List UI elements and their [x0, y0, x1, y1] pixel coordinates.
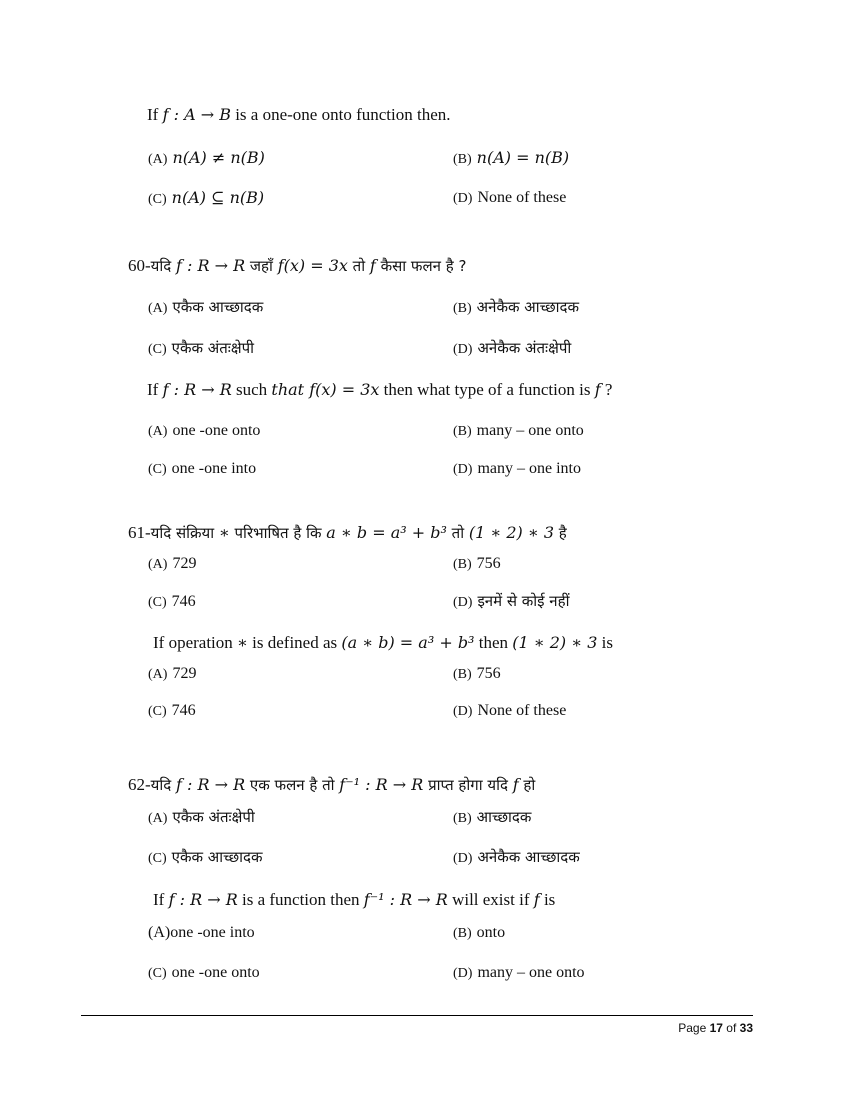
q61-hindi-option-c: (C) 746	[148, 593, 196, 610]
q59-english-question: If f : A → B is a one-one onto function then.	[147, 105, 451, 124]
q60-english-option-d: (D) many – one into	[453, 460, 581, 477]
q61-english-option-d: (D) None of these	[453, 702, 567, 719]
q60-hindi-option-c: (C) एकैक अंतःक्षेपी	[148, 339, 254, 357]
q62-hindi-question: 62-यदि f : R → R एक फलन है तो f⁻¹ : R → R प्राप्त होगा यदि f हो	[128, 775, 536, 794]
q61-english-option-b: (B) 756	[453, 665, 501, 682]
q62-hindi-option-b: (B) आच्छादक	[453, 808, 532, 826]
q59-option-b: (B) n(A) = n(B)	[453, 148, 570, 167]
q62-hindi-option-a: (A) एकैक अंतःक्षेपी	[148, 808, 255, 826]
q59-option-d: (D) None of these	[453, 189, 567, 206]
page-number: Page 17 of 33	[678, 1021, 753, 1035]
q59-option-c: (C) n(A) ⊆ n(B)	[148, 188, 265, 207]
q62-english-option-d: (D) many – one onto	[453, 964, 585, 981]
q60-hindi-option-a: (A) एकैक आच्छादक	[148, 298, 264, 316]
q61-english-question: If operation ∗ is defined as (a ∗ b) = a³ + b³ then (1 ∗ 2) ∗ 3 is	[153, 633, 613, 652]
q61-hindi-option-b: (B) 756	[453, 555, 501, 572]
q62-english-question: If f : R → R is a function then f⁻¹ : R → R will exist if f is	[153, 890, 556, 909]
q62-english-option-b: (B) onto	[453, 924, 506, 941]
q60-hindi-question: 60-यदि f : R → R जहाँ f(x) = 3x तो f कैसा फलन है ?	[128, 256, 467, 275]
q60-english-option-b: (B) many – one onto	[453, 422, 584, 439]
q59-option-a: (A) n(A) ≠ n(B)	[148, 148, 265, 167]
q61-hindi-question: 61-यदि संक्रिया ∗ परिभाषित है कि a ∗ b = a³ + b³ तो (1 ∗ 2) ∗ 3 है	[128, 523, 567, 542]
q61-english-option-a: (A) 729	[148, 665, 197, 682]
q61-english-option-c: (C) 746	[148, 702, 196, 719]
q62-english-option-c: (C) one -one onto	[148, 964, 260, 981]
q60-hindi-option-d: (D) अनेकैक अंतःक्षेपी	[453, 339, 572, 357]
footer-divider	[81, 1015, 753, 1016]
q62-hindi-option-c: (C) एकैक आच्छादक	[148, 848, 263, 866]
q62-english-option-a: (A)one -one into	[148, 924, 255, 941]
q62-hindi-option-d: (D) अनेकैक आच्छादक	[453, 848, 580, 866]
q60-english-question: If f : R → R such that f(x) = 3x then what type of a function is f ?	[147, 380, 613, 399]
q60-english-option-a: (A) one -one onto	[148, 422, 261, 439]
q61-hindi-option-d: (D) इनमें से कोई नहीं	[453, 592, 570, 610]
q61-hindi-option-a: (A) 729	[148, 555, 197, 572]
q60-english-option-c: (C) one -one into	[148, 460, 257, 477]
q60-hindi-option-b: (B) अनेकैक आच्छादक	[453, 298, 580, 316]
